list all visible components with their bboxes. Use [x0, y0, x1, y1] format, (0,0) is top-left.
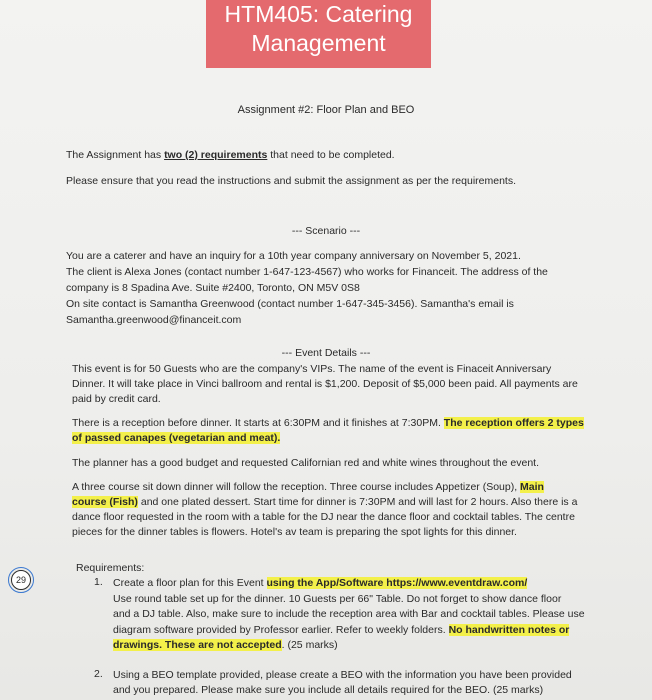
wine-line: The planner has a good budget and requested Californian red and white wines throughout the event.	[72, 457, 539, 469]
scenario-heading: --- Scenario ---	[291, 225, 361, 237]
requirements-heading: Requirements:	[76, 562, 145, 574]
reception-line-2	[72, 431, 280, 445]
requirement-2-line-2: and you prepared. Please make sure you include all details required for the BEO. (25 marks)	[113, 684, 544, 696]
requirement-1-highlight: using the App/Software https://www.eventdraw.com/	[266, 577, 528, 589]
intro-line-1	[66, 148, 395, 162]
scenario-line-3: company is 8 Spadina Ave. Suite #2400, Toronto, ON M5V 0S8	[66, 282, 360, 294]
reception-highlight-cont: of passed canapes (vegetarian and meat).	[72, 432, 281, 444]
scenario-line-2: The client is Alexa Jones (contact number 1-647-123-4567) who works for Financeit. The address of the	[66, 266, 548, 278]
requirement-1-line-5	[113, 638, 338, 652]
assignment-title: Assignment #2: Floor Plan and BEO	[237, 104, 415, 116]
requirement-1-line-3: and a DJ table. Also, make sure to include the reception area with Bar and cocktail tables. Please use	[113, 608, 585, 620]
requirement-2-number: 2.	[94, 668, 103, 680]
scenario-line-5: Samantha.greenwood@financeit.com	[66, 314, 242, 326]
dinner-line-1	[72, 480, 544, 494]
requirement-1-line-1	[113, 576, 527, 590]
requirement-1-text-cont: diagram software provided by Professor earlier. Refer to weekly folders.	[113, 624, 449, 636]
dinner-line-2	[72, 495, 577, 509]
intro-text: The Assignment has	[66, 149, 165, 161]
scenario-line-1: You are a caterer and have an inquiry for a 10th year company anniversary on November 5, 2021.	[66, 250, 521, 262]
page-number-badge: 29	[11, 570, 31, 590]
requirement-1-marks: . (25 marks)	[281, 639, 338, 651]
dinner-text: A three course sit down dinner will follow the reception. Three course includes Appetizer (Soup),	[72, 481, 521, 493]
requirement-1-highlight-3: drawings. These are not accepted	[113, 639, 282, 651]
reception-line-1	[72, 416, 584, 430]
intro-text-end: that need to be completed.	[267, 149, 395, 161]
requirement-1-number: 1.	[94, 576, 103, 588]
event-line-2: Dinner. It will take place in Vinci ballroom and rental is $1,200. Deposit of $5,000 been paid. All payments are	[72, 378, 578, 390]
requirement-2-line-1: Using a BEO template provided, please create a BEO with the information you have been provided	[113, 669, 572, 681]
requirement-1-line-4	[113, 623, 569, 637]
scenario-line-4: On site contact is Samantha Greenwood (contact number 1-647-345-3456). Samantha's email is	[66, 298, 514, 310]
event-line-3: paid by credit card.	[72, 393, 161, 405]
requirement-1-highlight-2: No handwritten notes or	[448, 624, 570, 636]
intro-emphasis: two (2) requirements	[164, 149, 268, 161]
event-details-heading: --- Event Details ---	[281, 347, 371, 359]
requirement-1-line-2: Use round table set up for the dinner. 10 Guests per 66" Table. Do not forget to show dance floor	[113, 593, 562, 605]
intro-line-2: Please ensure that you read the instructions and submit the assignment as per the requirements.	[66, 175, 517, 187]
course-title-line2: Management	[251, 30, 386, 56]
dinner-line-3: dance floor requested in the room with a table for the DJ near the dance floor and cocktail tables. The centre	[72, 511, 575, 523]
course-title-banner	[206, 0, 431, 68]
dinner-highlight: Main	[520, 481, 544, 493]
requirement-1-text: Create a floor plan for this Event	[113, 577, 267, 589]
reception-text: There is a reception before dinner. It starts at 6:30PM and it finishes at 7:30PM.	[72, 417, 444, 429]
event-line-1: This event is for 50 Guests who are the company's VIPs. The name of the event is Finaceit Anniversary	[72, 363, 552, 375]
dinner-highlight-cont: course (Fish)	[72, 496, 138, 508]
course-title-line1: HTM405: Catering	[224, 1, 413, 27]
dinner-line-4: pieces for the dinner tables is flowers. Hotel's av team is preparing the spot lights for this dinner.	[72, 526, 517, 538]
reception-highlight: The reception offers 2 types	[443, 417, 584, 429]
dinner-text-cont: and one plated dessert. Start time for dinner is 7:30PM and will last for 2 hours. Also there is a	[137, 496, 578, 508]
